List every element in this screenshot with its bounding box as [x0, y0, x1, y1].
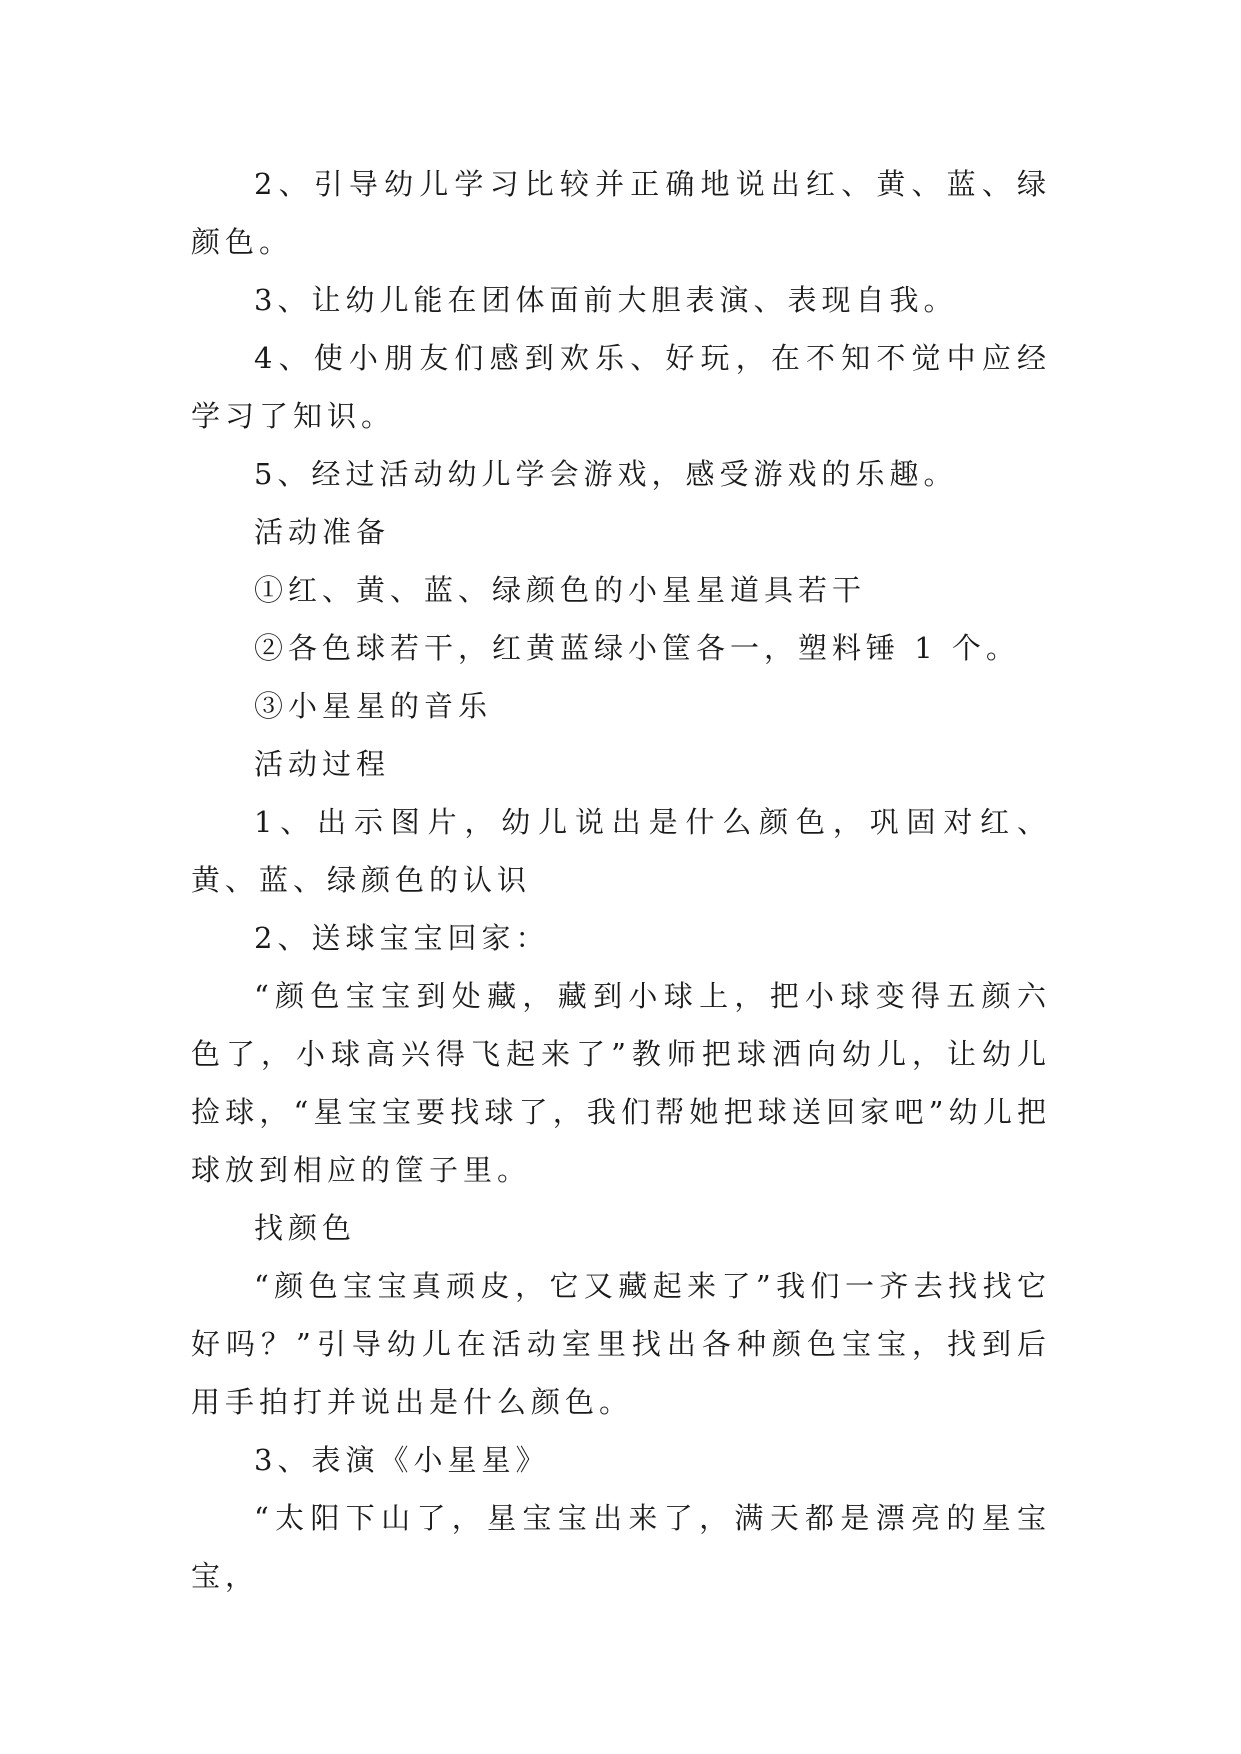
preparation-item-2: ②各色球若干，红黄蓝绿小筐各一，塑料锤 1 个。: [254, 631, 1020, 665]
process-step-3-text: “太阳下山了，星宝宝出来了，满天都是漂亮的星宝宝，: [191, 1501, 1051, 1593]
process-step-2-text: “颜色宝宝到处藏，藏到小球上，把小球变得五颜六色了，小球高兴得飞起来了”教师把球洒向幼儿，让幼儿捡球，“星宝宝要找球了，我们帮她把球送回家吧”幼儿把球放到相应的筐子里。: [191, 979, 1051, 1187]
goal-item-2: 2、引导幼儿学习比较并正确地说出红、黄、蓝、绿颜色。: [191, 167, 1051, 259]
preparation-item-1: ①红、黄、蓝、绿颜色的小星星道具若干: [254, 573, 867, 607]
goal-item-3: 3、让幼儿能在团体面前大胆表演、表现自我。: [254, 283, 958, 317]
process-step-1: 1、出示图片，幼儿说出是什么颜色，巩固对红、黄、蓝、绿颜色的认识: [191, 805, 1051, 897]
preparation-item-3: ③小星星的音乐: [254, 689, 493, 723]
section-heading-process: 活动过程: [254, 747, 391, 781]
goal-item-5: 5、经过活动幼儿学会游戏，感受游戏的乐趣。: [254, 457, 958, 491]
process-step-3-title: 3、表演《小星星》: [254, 1443, 550, 1477]
goal-item-4: 4、使小朋友们感到欢乐、好玩，在不知不觉中应经学习了知识。: [191, 341, 1051, 433]
find-color-heading: 找颜色: [254, 1211, 357, 1245]
section-heading-preparation: 活动准备: [254, 515, 391, 549]
process-step-2-title: 2、送球宝宝回家：: [254, 921, 550, 955]
find-color-text: “颜色宝宝真顽皮，它又藏起来了”我们一齐去找找它好吗？”引导幼儿在活动室里找出各种颜色宝宝，找到后用手拍打并说出是什么颜色。: [191, 1269, 1051, 1419]
document-body: [191, 155, 1051, 1605]
